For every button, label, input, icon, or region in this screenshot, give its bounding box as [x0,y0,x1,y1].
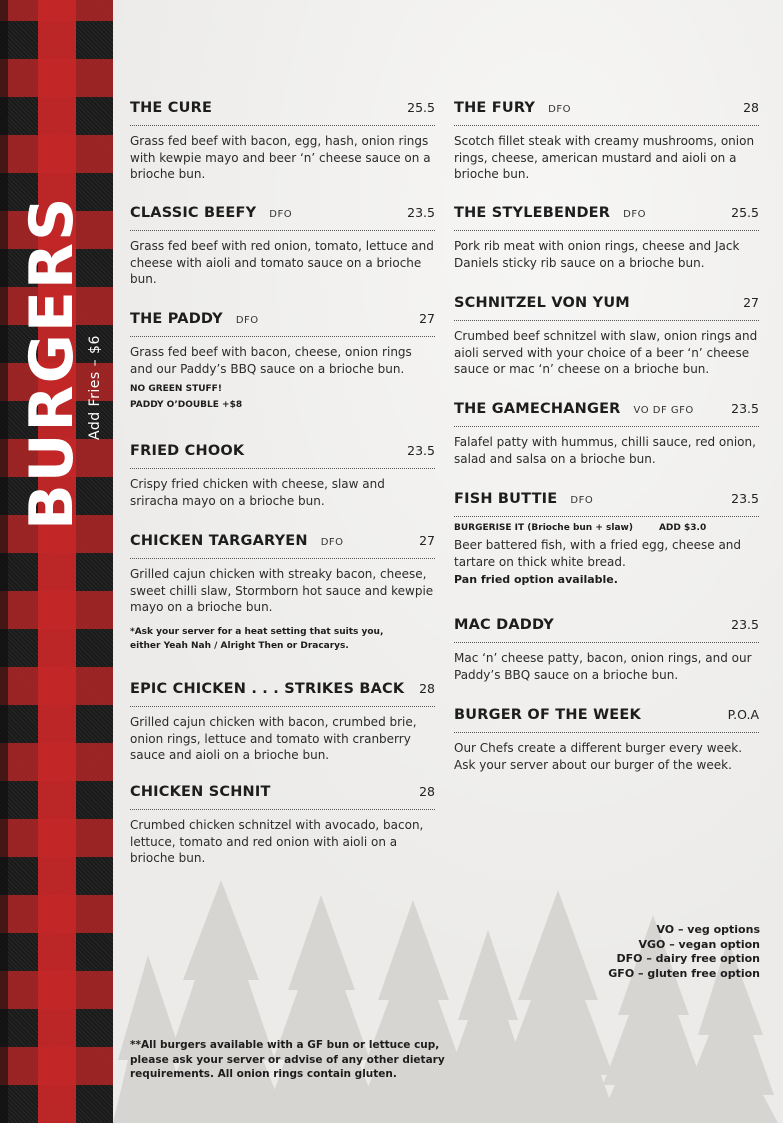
menu-item [130,533,435,653]
menu-item-name: FRIED CHOOK [130,443,245,459]
dietary-tag: DFO [570,495,594,506]
menu-item-description: Falafel patty with hummus, chilli sauce, red onion, salad and salsa on a brioche bun. [454,435,756,466]
menu-item-header [454,295,759,321]
menu-item-header [130,311,435,337]
menu-item-price: 23.5 [731,401,759,416]
dietary-legend [608,923,760,981]
legend-item: GFO – gluten free option [608,966,760,980]
section-subtitle: Add Fries – $6 [87,335,103,440]
menu-item-price: 25.5 [407,100,435,115]
menu-item-header [454,707,759,733]
menu-item-price: 28 [743,100,759,115]
legend-item: DFO – dairy free option [616,952,760,965]
upgrade-price: ADD $3.0 [658,523,707,533]
menu-item-name: THE STYLEBENDER [454,205,611,221]
menu-item-price: 27 [419,533,435,548]
menu-item-header [454,491,759,517]
menu-item-description: Pork rib meat with onion rings, cheese and Jack Daniels sticky rib sauce on a brioche bun. [454,239,740,270]
menu-item-description: Grass fed beef with bacon, egg, hash, onion rings with kewpie mayo and beer ‘n’ cheese sauce on a brioche bun. [130,134,431,181]
menu-item-header [454,100,759,126]
dietary-tag: VO DF GFO [633,405,694,416]
menu-item-header [130,533,435,559]
menu-item-name: THE PADDY [130,311,223,327]
section-subtitle-container [84,240,106,440]
menu-item-name: THE GAMECHANGER [454,401,621,417]
menu-item-note: NO GREEN STUFF! [130,384,222,394]
menu-item-name: FISH BUTTIE [454,491,558,507]
menu-item-description: Grass fed beef with red onion, tomato, lettuce and cheese with aioli and tomato sauce on a brioche bun. [130,239,434,286]
menu-item [130,443,435,509]
menu-item-name: EPIC CHICKEN . . . STRIKES BACK [130,681,405,697]
menu-item-description: Scotch fillet steak with creamy mushrooms, onion rings, cheese, american mustard and aioli on a brioche bun. [454,134,755,181]
menu-item-price: 27 [419,311,435,326]
dietary-tag: DFO [269,209,293,220]
menu-item [454,707,759,773]
menu-item-description: Crumbed beef schnitzel with slaw, onion rings and aioli served with your choice of a beer ‘n’ cheese sauce or mac ‘n’ cheese on a brioche bun. [454,329,758,376]
menu-item-header [130,681,435,707]
menu-item [454,401,759,467]
menu-item-name: THE FURY [454,100,536,116]
menu-item-name: BURGER OF THE WEEK [454,707,641,723]
menu-item-name: THE CURE [130,100,213,116]
menu-item-description: Beer battered fish, with a fried egg, cheese and tartare on thick white bread. [454,538,742,569]
legend-item: VO – veg options [656,923,760,936]
menu-item [454,295,759,378]
dietary-tag: DFO [623,209,646,220]
menu-item-header [130,443,435,469]
menu-item-description: Our Chefs create a different burger every week. Ask your server about our burger of the week. [454,741,743,772]
legend-item: VGO – vegan option [638,937,760,951]
dietary-tag: DFO [548,104,571,115]
menu-item-name: CHICKEN TARGARYEN [130,533,308,549]
upgrade-label: BURGERISE IT (Brioche bun + slaw) [454,523,633,533]
menu-item-price: 23.5 [731,491,759,506]
menu-item-description: Grilled cajun chicken with bacon, crumbed brie, onion rings, lettuce and tomato with cranberry sauce and aioli on a brioche bun. [130,715,417,762]
menu-item-note: either Yeah Nah / Alright Then or Dracarys. [130,640,349,651]
menu-item-price: P.O.A [727,707,759,722]
menu-item-upgrade [454,523,759,533]
menu-item-name: MAC DADDY [454,617,554,633]
menu-item-header [454,617,759,643]
menu-item [130,784,435,867]
menu-item [454,100,759,183]
menu-item-price: 25.5 [731,205,759,220]
menu-item [130,205,435,288]
menu-item-header [130,784,435,810]
menu-item-price: 23.5 [731,617,759,632]
menu-item-name: CHICKEN SCHNIT [130,784,271,800]
menu-item-header [454,205,759,231]
menu-item-price: 28 [419,784,435,799]
pine-trees-illustration [113,860,783,1123]
dietary-tag: DFO [320,537,344,548]
plaid-shadow-edge [0,0,8,1123]
menu-item-name: SCHNITZEL VON YUM [454,295,630,311]
dietary-footnote: **All burgers available with a GF bun or lettuce cup, please ask your server or advise of any other dietary requirements. All onion rings contain gluten. [130,1039,445,1080]
menu-item [130,311,435,412]
menu-item [130,681,435,764]
menu-item-description: Crumbed chicken schnitzel with avocado, bacon, lettuce, tomato and red onion with aioli on a brioche bun. [130,818,424,865]
menu-item-name: CLASSIC BEEFY [130,205,257,221]
menu-item-description: Crispy fried chicken with cheese, slaw and sriracha mayo on a brioche bun. [130,477,385,508]
menu-item-note: *Ask your server for a heat setting that suits you, [130,626,384,637]
menu-item-header [130,100,435,126]
menu-item-description: Mac ‘n’ cheese patty, bacon, onion rings, and our Paddy’s BBQ sauce on a brioche bun. [454,651,752,682]
menu-item-price: 23.5 [407,205,435,220]
section-title-container [17,0,87,530]
menu-item-price: 27 [743,295,759,310]
menu-item-note: PADDY O’DOUBLE +$8 [130,400,243,410]
menu-item-note: Pan fried option available. [454,573,618,586]
dietary-tag: DFO [235,315,259,326]
menu-item-header [454,401,759,427]
menu-item-price: 28 [419,681,435,696]
menu-item [130,100,435,183]
menu-item [454,491,759,588]
menu-item-description: Grilled cajun chicken with streaky bacon, cheese, sweet chilli slaw, Stormborn hot sauce and kewpie mayo on a brioche bun. [130,567,434,614]
menu-item-header [130,205,435,231]
menu-item-price: 23.5 [407,443,435,458]
menu-item [454,205,759,271]
section-title: BURGERS [17,195,87,530]
menu-item-description: Grass fed beef with bacon, cheese, onion rings and our Paddy’s BBQ sauce on a brioche bun. [130,345,412,376]
menu-item [454,617,759,683]
